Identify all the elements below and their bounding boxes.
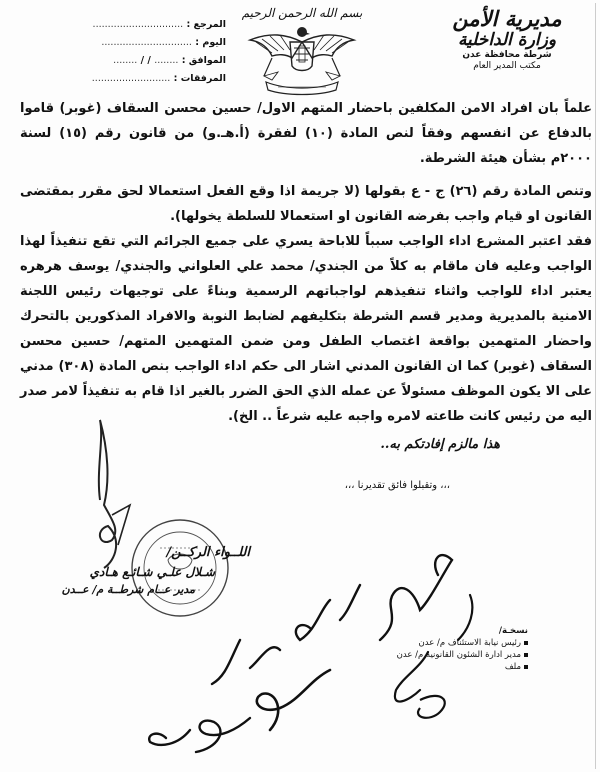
paragraph-1: علماً بان افراد الامن المكلفين باحضار المتهم الاول/ حسين محسن السقاف (غوبر) قاموا بالدفاع عن انفسهم وفقاً لنص المادة (١٠) لفقرة (أ.هـ.و) من قانون رقم (١٥) لسنة ٢٠٠٠م بشأن هيئة الشرطة. [20,101,592,166]
copies-heading: نسخـة/ [498,626,528,636]
director-signature [99,420,116,568]
attachments-label: المرفقات : [173,73,226,84]
signature-name: شـلال علـي شـائـع هـادي [89,565,215,579]
ref-row: المرجع : .............................. [92,19,226,30]
paragraph-2: وتنص المادة رقم (٢٦) ج - ع بقولها (لا جريمة اذا وقع الفعل استعمالا لحق مقرر بمقتضى القانون او قيام واجب بفرضه القانون او استعمالا للسلطة يخولها). [20,184,593,224]
copy-recipient: رئيس نيابة الاستئناف م/ عدن [418,638,521,648]
date-row: الموافق : ........ / / ........ [113,55,226,66]
date-label: الموافق : [181,55,226,66]
ref-label: المرجع : [186,19,226,30]
handwritten-annotation [212,555,452,684]
bullet-icon [524,653,528,657]
paragraph-3: فقد اعتبر المشرع اداء الواجب سبباً للاباحة يسري على جميع الجرائم التي تقع تنفيذاً لهذا الواجب وعليه فان ماقام به كلاً من الجندي/ محمد علي العلواني والجندي/ يوسف هرهره يعتبر اداء للواجب واثناء تنفيذهم لواجباتهم الرسمية وبناءً على توجيهات رئيس اللجنة الامنية بالمديرية ومدير قسم الشرطة بتكليفهم لضابط النوبة والافراد المذكورين بالتحرك واحضار المتهمين بواقعة اغتصاب الطفل ومن ضمن المتهمين المتهم/ حسين محسن السقاف (غوبر) كما ان القانون المدني اشار الى حكم اداء الواجب بنص المادة (٣٠٨) مدني على الا يكون الموظف مسئولاً عن عمله الذي الحق الضرر بالغير اذا قام به تنفيذاً لامر صدر اليه من رئيس كانت طاعته لامره واجبه عليه شرعاً .. الخ). [20,234,592,424]
org-line-4: مكتب المدير العام [473,61,541,71]
closing-line: هذا مالزم إفادتكم به.. [380,437,500,452]
org-line-2: وزارة الداخلية [457,30,557,50]
day-label: اليوم : [195,37,226,48]
attachments-row: المرفقات : .......................... [91,73,226,84]
bullet-icon [524,665,528,669]
list-item [418,637,528,649]
copies-list [396,625,528,673]
bullet-icon [524,641,528,645]
org-line-1: مديرية الأمن [452,6,562,31]
org-line-3: شرطة محافظة عدن [462,50,552,60]
signature-role: مدير عــام شرطــة م/ عــدن [61,583,195,596]
basmala: بسم الله الرحمن الرحيم [241,6,363,20]
copy-recipient: مدير ادارة الشئون القانونية م/ عدن [396,650,521,660]
day-row: اليوم : .............................. [101,37,226,48]
list-item [396,649,528,661]
copy-recipient: ملف [504,662,521,672]
date-value: / / [140,55,151,66]
list-item [418,661,528,673]
signature-title: اللــواء الركــن/ [166,545,250,560]
regards-line: ،،، وتقبلوا فائق تقديرنا ،،، [344,480,450,491]
